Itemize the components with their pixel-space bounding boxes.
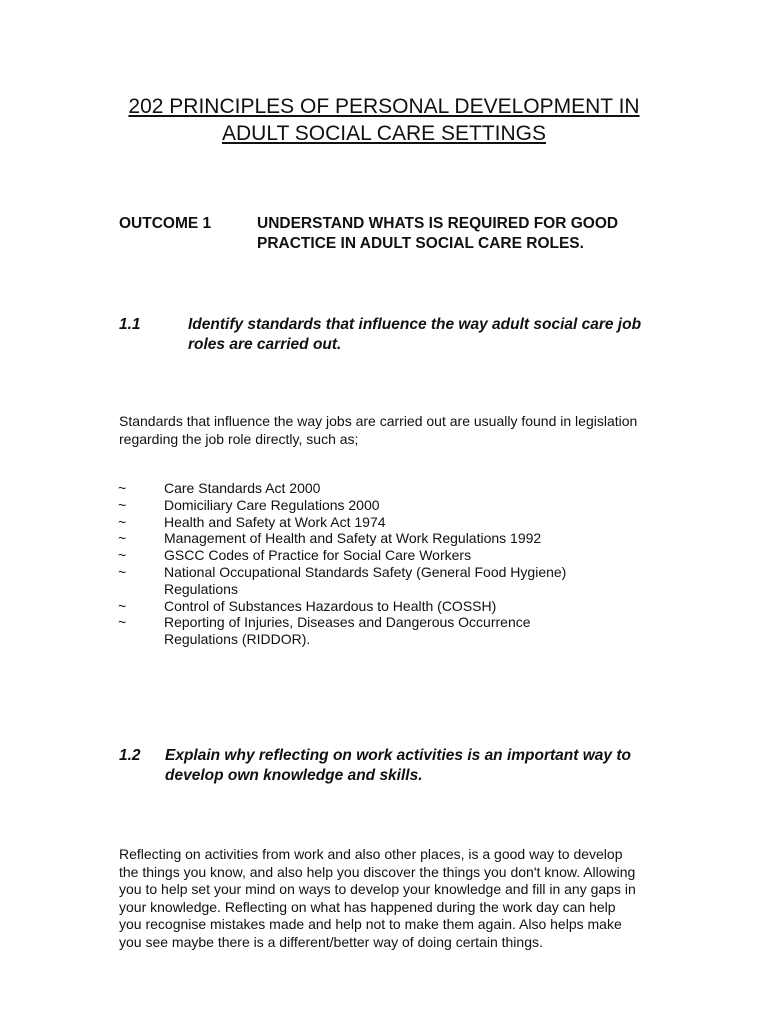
reflection-line-5: you recognise mistakes made and help not to make them again. Also helps make bbox=[119, 916, 622, 933]
tilde-bullet: ~ bbox=[118, 563, 127, 580]
standard-list-item bbox=[118, 480, 718, 497]
standard-line-1: Control of Substances Hazardous to Health (COSSH) bbox=[164, 597, 497, 614]
reflection-line-2: the things you know, and also help you discover the things you don't know. Allowing bbox=[119, 863, 636, 880]
standard-line-1: National Occupational Standards Safety (General Food Hygiene) bbox=[164, 563, 567, 580]
outcome-line-2: PRACTICE IN ADULT SOCIAL CARE ROLES. bbox=[257, 235, 584, 252]
title-line-2: ADULT SOCIAL CARE SETTINGS bbox=[221, 122, 546, 145]
standard-list-item bbox=[118, 530, 718, 547]
standard-text bbox=[164, 480, 718, 497]
tilde-bullet: ~ bbox=[118, 614, 127, 631]
standard-line-1: Health and Safety at Work Act 1974 bbox=[164, 513, 386, 530]
standard-text bbox=[164, 514, 718, 531]
standard-list-item bbox=[118, 614, 718, 648]
question-line-1: Identify standards that influence the way adult social care job bbox=[188, 316, 642, 333]
intro-line-1: Standards that influence the way jobs are carried out are usually found in legislation bbox=[119, 413, 638, 429]
tilde-bullet: ~ bbox=[118, 480, 127, 496]
question-number: 1.1 bbox=[119, 316, 141, 333]
reflection-line-1: Reflecting on activities from work and also other places, is a good way to develop bbox=[119, 846, 623, 862]
tilde-bullet: ~ bbox=[118, 496, 127, 513]
document-title bbox=[0, 93, 768, 147]
tilde-bullet: ~ bbox=[118, 597, 127, 614]
standards-intro bbox=[119, 412, 719, 448]
question-line-1: Explain why reflecting on work activities is an important way to bbox=[165, 747, 631, 764]
question-number: 1.2 bbox=[119, 747, 141, 764]
standard-text bbox=[164, 497, 718, 514]
standard-text bbox=[164, 614, 718, 648]
question-text bbox=[165, 746, 631, 786]
standard-list-item bbox=[118, 564, 718, 598]
standard-list-item bbox=[118, 497, 718, 514]
outcome-line-1: UNDERSTAND WHATS IS REQUIRED FOR GOOD bbox=[257, 215, 619, 232]
question-line-2: roles are carried out. bbox=[188, 336, 342, 353]
tilde-bullet: ~ bbox=[118, 513, 127, 530]
standard-list-item bbox=[118, 514, 718, 531]
tilde-bullet: ~ bbox=[118, 530, 127, 547]
standard-line-2: Regulations bbox=[164, 580, 238, 597]
question-line-2: develop own knowledge and skills. bbox=[165, 767, 423, 784]
standard-text bbox=[164, 598, 718, 615]
reflection-paragraph bbox=[119, 846, 719, 952]
standard-line-1: Management of Health and Safety at Work Regulations 1992 bbox=[164, 530, 542, 547]
standard-text bbox=[164, 547, 718, 564]
outcome-text bbox=[257, 214, 707, 254]
standard-line-1: Reporting of Injuries, Diseases and Dangerous Occurrence bbox=[164, 614, 531, 631]
standard-line-2: Regulations (RIDDOR). bbox=[164, 631, 311, 648]
standard-list-item bbox=[118, 547, 718, 564]
standard-line-1: Domiciliary Care Regulations 2000 bbox=[164, 496, 380, 513]
reflection-line-4: your knowledge. Reflecting on what has happened during the work day can help bbox=[119, 898, 616, 915]
standards-list bbox=[118, 480, 718, 648]
standard-text bbox=[164, 530, 718, 547]
standard-text bbox=[164, 564, 718, 598]
standard-list-item bbox=[118, 598, 718, 615]
standard-line-1: GSCC Codes of Practice for Social Care Workers bbox=[164, 547, 472, 564]
standard-line-1: Care Standards Act 2000 bbox=[164, 480, 321, 496]
intro-line-2: regarding the job role directly, such as; bbox=[119, 431, 359, 447]
title-line-1: 202 PRINCIPLES OF PERSONAL DEVELOPMENT IN bbox=[128, 95, 640, 118]
reflection-line-3: you to help set your mind on ways to develop your knowledge and fill in any gaps in bbox=[119, 881, 636, 898]
reflection-line-6: you see maybe there is a different/better way of doing certain things. bbox=[119, 933, 543, 950]
outcome-code: OUTCOME 1 bbox=[119, 215, 212, 232]
tilde-bullet: ~ bbox=[118, 547, 127, 564]
question-text bbox=[188, 315, 641, 355]
